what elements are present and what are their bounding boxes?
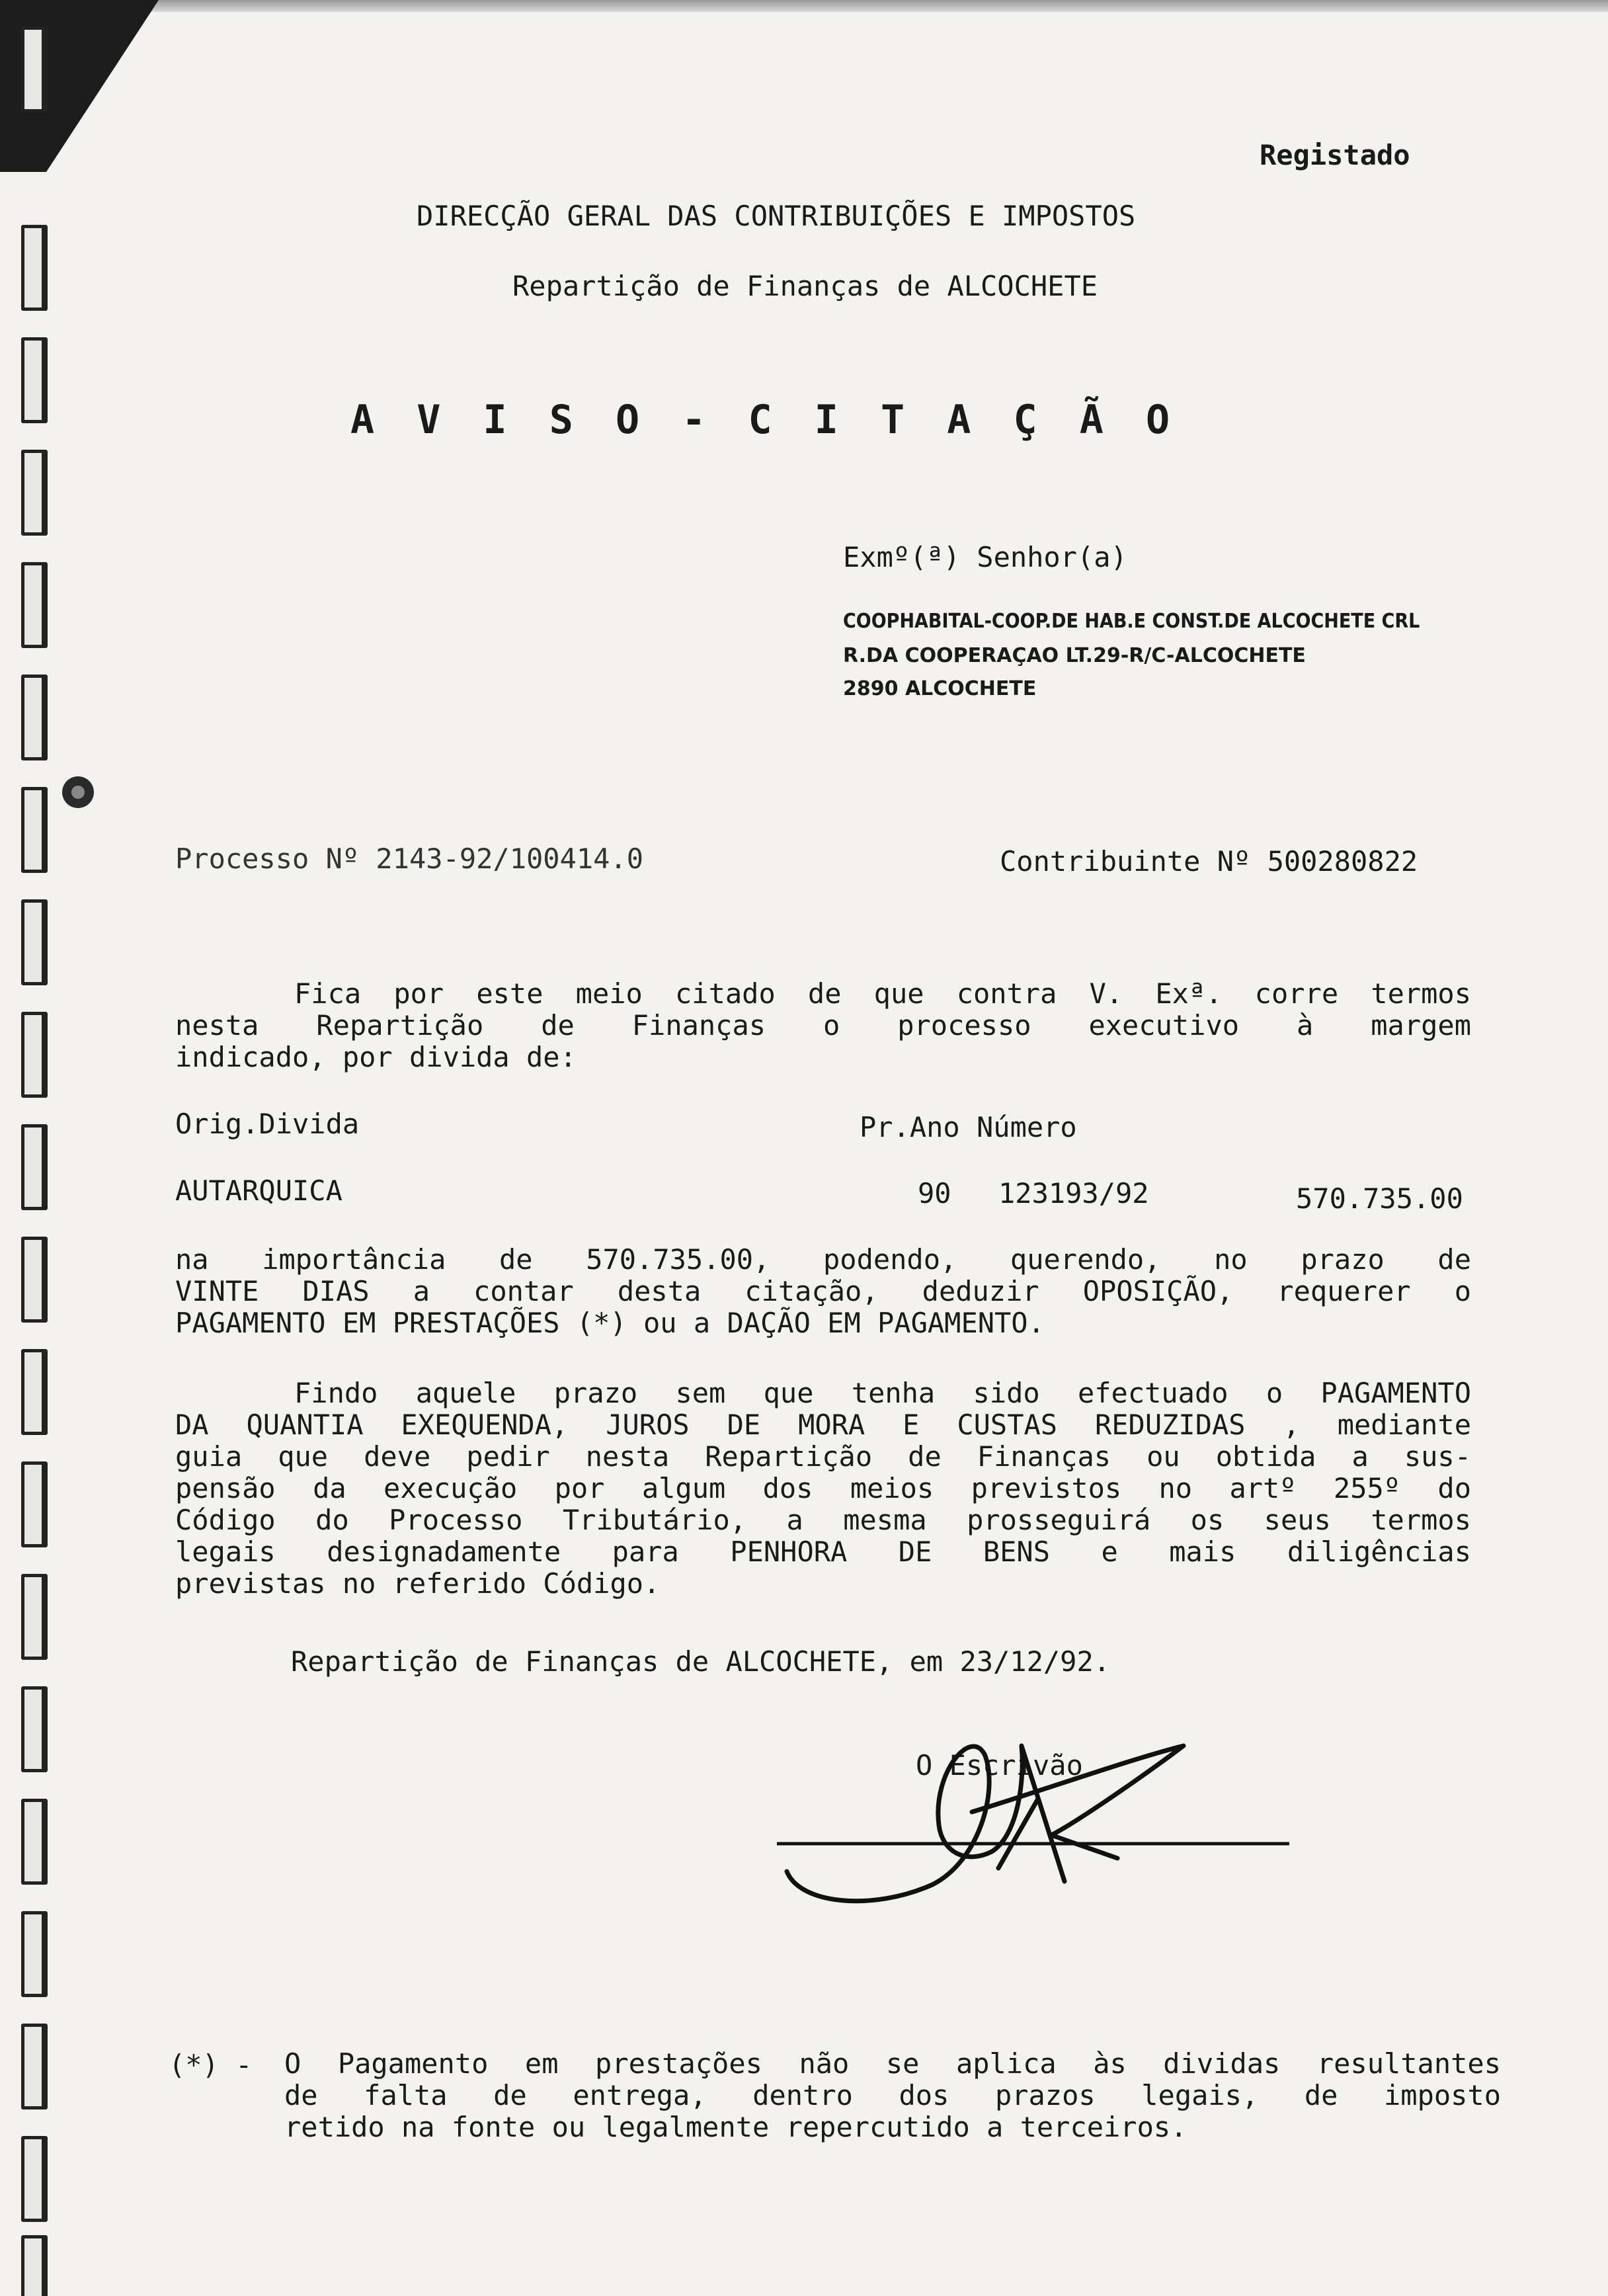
authority-heading: DIRECÇÃO GERAL DAS CONTRIBUIÇÕES E IMPOSTOS (417, 200, 1136, 232)
paragraph-line: na importância de 570.735.00, podendo, querendo, no prazo de (175, 1243, 1471, 1276)
paragraph-amount (175, 1243, 1471, 1338)
hole (21, 26, 48, 112)
hole (21, 2136, 48, 2222)
footnote-line: retido na fonte ou legalmente repercutido a terceiros. (284, 2111, 1187, 2143)
hole (21, 899, 48, 985)
column-header-orig: Orig.Divida (175, 1108, 360, 1140)
paragraph-line: indicado, por divida de: (175, 1041, 577, 1073)
handwritten-signature (760, 1693, 1303, 1911)
paragraph-line: previstas no referido Código. (175, 1567, 661, 1600)
document-title: A V I S O - C I T A Ç Ã O (350, 397, 1180, 443)
paragraph-intro (175, 977, 1471, 1073)
taxpayer-number: Contribuinte Nº 500280822 (1000, 845, 1418, 878)
column-header-pr-ano-numero: Pr.Ano Número (860, 1111, 1077, 1143)
cell-orig: AUTARQUICA (175, 1174, 342, 1207)
paragraph-line: DA QUANTIA EXEQUENDA, JUROS DE MORA E CUSTAS REDUZIDAS , mediante (175, 1409, 1471, 1441)
hole (21, 1686, 48, 1772)
paragraph-line: PAGAMENTO EM PRESTAÇÕES (*) ou a DAÇÃO EM PAGAMENTO. (175, 1307, 1045, 1339)
hole (21, 675, 48, 760)
paragraph-enforcement (175, 1377, 1471, 1599)
hole (21, 1799, 48, 1885)
paragraph-line: Fica por este meio citado de que contra V. Exª. corre termos (294, 977, 1471, 1010)
hole (21, 1574, 48, 1660)
paragraph-line: guia que deve pedir nesta Repartição de Finanças ou obtida a sus- (175, 1440, 1471, 1473)
paragraph-line: pensão da execução por algum dos meios previstos no artº 255º do (175, 1472, 1471, 1504)
hole (21, 450, 48, 536)
paragraph-line: VINTE DIAS a contar desta citação, deduzir OPOSIÇÃO, requerer o (175, 1275, 1471, 1307)
footnote-text (284, 2047, 1501, 2143)
hole (21, 1012, 48, 1098)
footnote-line: O Pagamento em prestações não se aplica às dividas resultantes (284, 2047, 1501, 2080)
paragraph-line: Findo aquele prazo sem que tenha sido efectuado o PAGAMENTO (294, 1377, 1471, 1409)
hole (21, 1237, 48, 1323)
punch-mark (60, 774, 97, 811)
hole (21, 1349, 48, 1435)
office-heading: Repartição de Finanças de ALCOCHETE (512, 270, 1098, 302)
perforation-holes (9, 0, 49, 2296)
footnote-line: de falta de entrega, dentro dos prazos legais, de imposto (284, 2079, 1501, 2112)
salutation: Exmº(ª) Senhor(a) (843, 541, 1127, 573)
hole (21, 562, 48, 648)
recipient-street: R.DA COOPERAÇAO LT.29-R/C-ALCOCHETE (843, 644, 1306, 667)
hole (21, 1911, 48, 1997)
paragraph-line: legais designadamente para PENHORA DE BENS e mais diligências (175, 1536, 1471, 1568)
signatory-title: O Escrivão (916, 1749, 1083, 1782)
cell-valor: 570.735.00 (1296, 1182, 1463, 1215)
scan-top-edge (0, 0, 1608, 12)
process-number: Processo Nº 2143-92/100414.0 (175, 842, 644, 875)
hole (21, 1124, 48, 1210)
hole (21, 2024, 48, 2110)
place-and-date: Repartição de Finanças de ALCOCHETE, em 23/12/92. (291, 1645, 1111, 1678)
footnote-marker: (*) - (169, 2049, 253, 2081)
registered-label: Registado (1260, 139, 1410, 171)
paragraph-line: nesta Repartição de Finanças o processo executivo à margem (175, 1009, 1471, 1042)
paragraph-line: Código do Processo Tributário, a mesma prosseguirá os seus termos (175, 1504, 1471, 1536)
hole (21, 1461, 48, 1547)
hole (21, 225, 48, 311)
hole (21, 337, 48, 423)
recipient-name: COOPHABITAL-COOP.DE HAB.E CONST.DE ALCOCHETE CRL (843, 610, 1420, 633)
cell-numero: 123193/92 (998, 1177, 1149, 1210)
cell-pr: 90 (918, 1177, 951, 1210)
hole (21, 787, 48, 873)
hole (21, 2235, 48, 2296)
recipient-city: 2890 ALCOCHETE (843, 677, 1037, 700)
